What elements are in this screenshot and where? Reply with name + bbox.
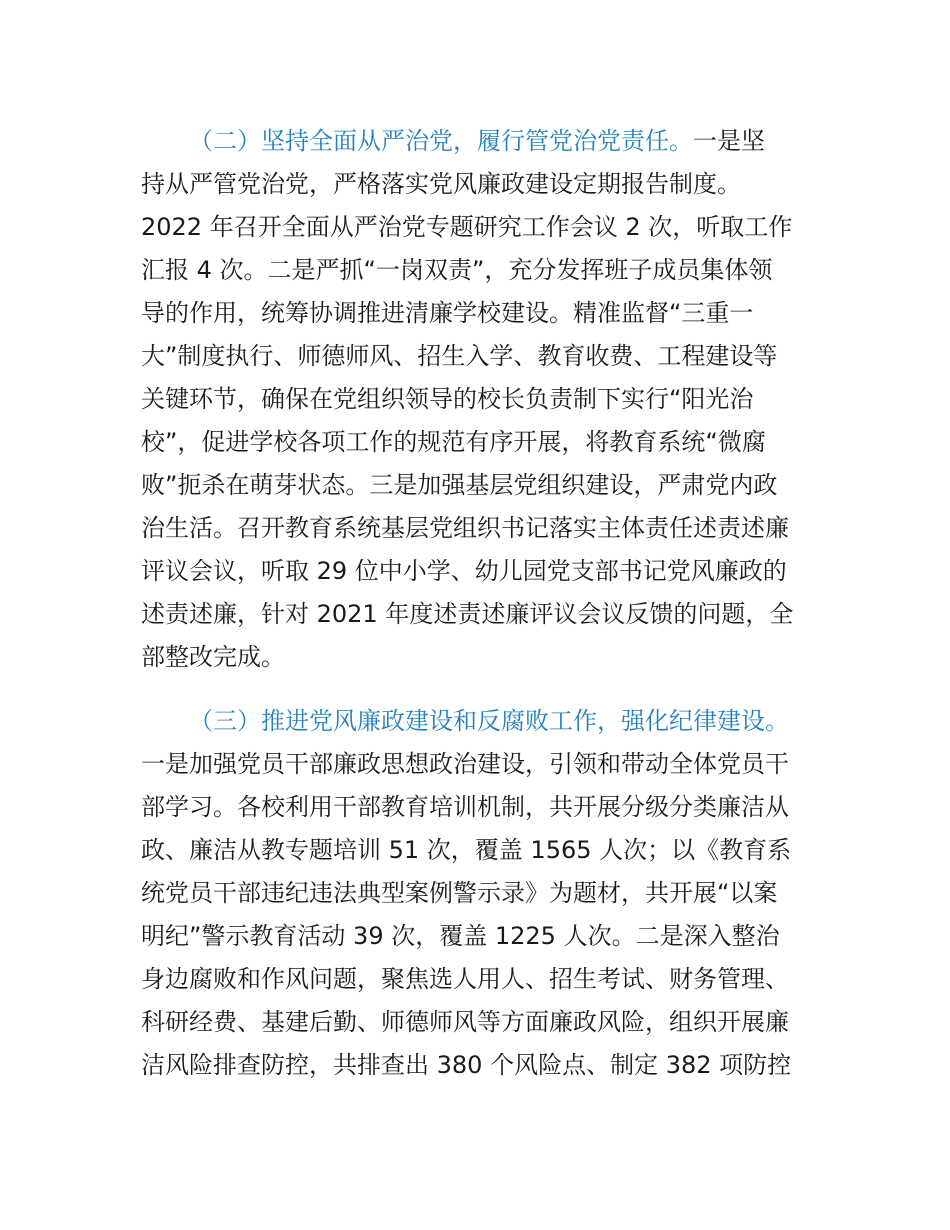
section2-line-3: 汇报 4 次。二是严抓“一岗双责”，充分发挥班子成员集体领 <box>141 256 773 284</box>
section2-line-5: 大”制度执行、师德师风、招生入学、教育收费、工程建设等 <box>141 342 778 370</box>
section2-line-11: 述责述廉，针对 2021 年度述责述廉评议会议反馈的问题，全 <box>141 600 794 628</box>
section2-line-6: 关键环节，确保在党组织领导的校长负责制下实行“阳光治 <box>141 385 754 413</box>
section2-line-2: 2022 年召开全面从严治党专题研究工作会议 2 次，听取工作 <box>141 213 793 241</box>
section3-line-5: 身边腐败和作风问题，聚焦选人用人、招生考试、财务管理、 <box>141 965 789 993</box>
section3-line-1: 部学习。各校利用干部教育培训机制，共开展分级分类廉洁从 <box>141 793 789 821</box>
section2-line-7: 校”，促进学校各项工作的规范有序开展，将教育系统“微腐 <box>141 428 766 456</box>
section2-heading: （二）坚持全面从严治党，履行管党治党责任。 <box>189 127 693 155</box>
section3-line-2: 政、廉洁从教专题培训 51 次，覆盖 1565 人次；以《教育系 <box>141 836 792 864</box>
section2-first-line <box>189 121 765 161</box>
section3-heading: （三）推进党风廉政建设和反腐败工作，强化纪律建设。 <box>189 707 789 735</box>
section2-line-4: 导的作用，统筹协调推进清廉学校建设。精准监督“三重一 <box>141 299 754 327</box>
section2-line-1: 持从严管党治党，严格落实党风廉政建设定期报告制度。 <box>141 170 741 198</box>
section3-heading-line <box>189 701 789 741</box>
section2-line-0: 一是坚 <box>693 127 765 155</box>
section2-line-10: 评议会议，听取 29 位中小学、幼儿园党支部书记党风廉政的 <box>141 557 787 585</box>
section3-line-7: 洁风险排查防控，共排查出 380 个风险点、制定 382 项防控 <box>141 1051 792 1079</box>
section3-line-4: 明纪”警示教育活动 39 次，覆盖 1225 人次。二是深入整治 <box>141 922 780 950</box>
section3-line-6: 科研经费、基建后勤、师德师风等方面廉政风险，组织开展廉 <box>141 1008 789 1036</box>
section2-line-9: 治生活。召开教育系统基层党组织书记落实主体责任述责述廉 <box>141 514 789 542</box>
section3-line-3: 统党员干部违纪违法典型案例警示录》为题材，共开展“以案 <box>141 879 778 907</box>
section2-line-8: 败”扼杀在萌芽状态。三是加强基层党组织建设，严肃党内政 <box>141 471 778 499</box>
section2-line-12: 部整改完成。 <box>141 643 285 671</box>
section3-line-0: 一是加强党员干部廉政思想政治建设，引领和带动全体党员干 <box>141 750 789 778</box>
